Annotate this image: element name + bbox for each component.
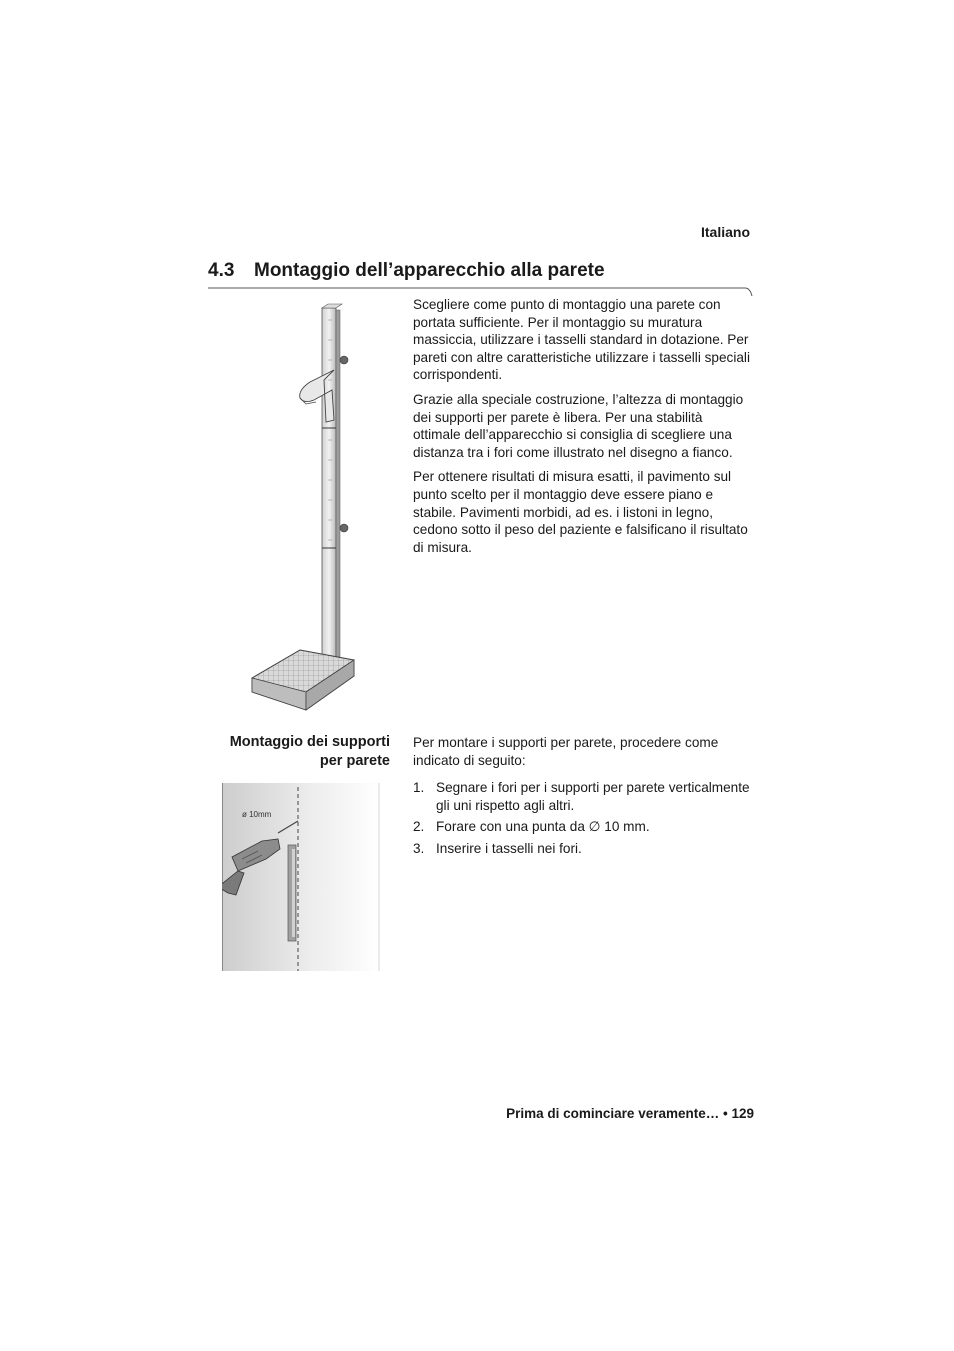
step-text: Inserire i tasselli nei fori.	[436, 840, 582, 856]
procedure-block	[413, 734, 753, 862]
intro-text	[413, 296, 753, 563]
step-number: 1.	[413, 780, 425, 796]
step-text: Segnare i fori per i supporti per parete verticalmente gli uni rispetto agli altri.	[436, 780, 750, 813]
stadiometer-illustration	[248, 300, 363, 715]
intro-paragraph-3: Per ottenere risultati di misura esatti, il pavimento sul punto scelto per il montaggio deve essere piano e stabile. Pavimenti morbidi, ad es. i listoni in legno, cedono sotto il peso del paziente e falsificano il risultato di misura.	[413, 469, 748, 555]
drill-wall-illustration	[222, 783, 380, 971]
subsection-heading-line1: Montaggio dei supporti	[229, 734, 390, 750]
list-item	[413, 840, 753, 858]
language-label: Italiano	[700, 224, 750, 240]
section-title-text: Montaggio dell’apparecchio alla parete	[254, 260, 605, 281]
drill-bit-label: ø 10mm	[242, 810, 272, 819]
subsection-heading	[200, 733, 390, 771]
procedure-lead: Per montare i supporti per parete, procedere come indicato di seguito:	[413, 735, 719, 768]
step-number: 3.	[413, 840, 425, 856]
section-number: 4.3	[208, 260, 235, 281]
list-item	[413, 818, 753, 836]
procedure-steps	[413, 779, 753, 857]
page-footer: Prima di cominciare veramente… • 129	[506, 1106, 754, 1121]
section-title	[208, 260, 605, 282]
step-number: 2.	[413, 819, 425, 835]
subsection-heading-line2: per parete	[319, 753, 390, 769]
intro-paragraph-2: Grazie alla speciale costruzione, l’altezza di montaggio dei supporti per parete è libera. Per una stabilità ottimale dell’apparecchio si consiglia di scegliere una distanza tra i fori come illustrato nel disegno a fianco.	[413, 391, 744, 460]
intro-paragraph-1: Scegliere come punto di montaggio una parete con portata sufficiente. Per il montaggio su muratura massiccia, utilizzare i tasselli standard in dotazione. Per pareti con altre caratteristiche utilizzare i tasselli speciali corrispondenti.	[413, 297, 750, 383]
list-item	[413, 779, 753, 814]
step-text: Forare con una punta da ∅ 10 mm.	[436, 819, 650, 835]
